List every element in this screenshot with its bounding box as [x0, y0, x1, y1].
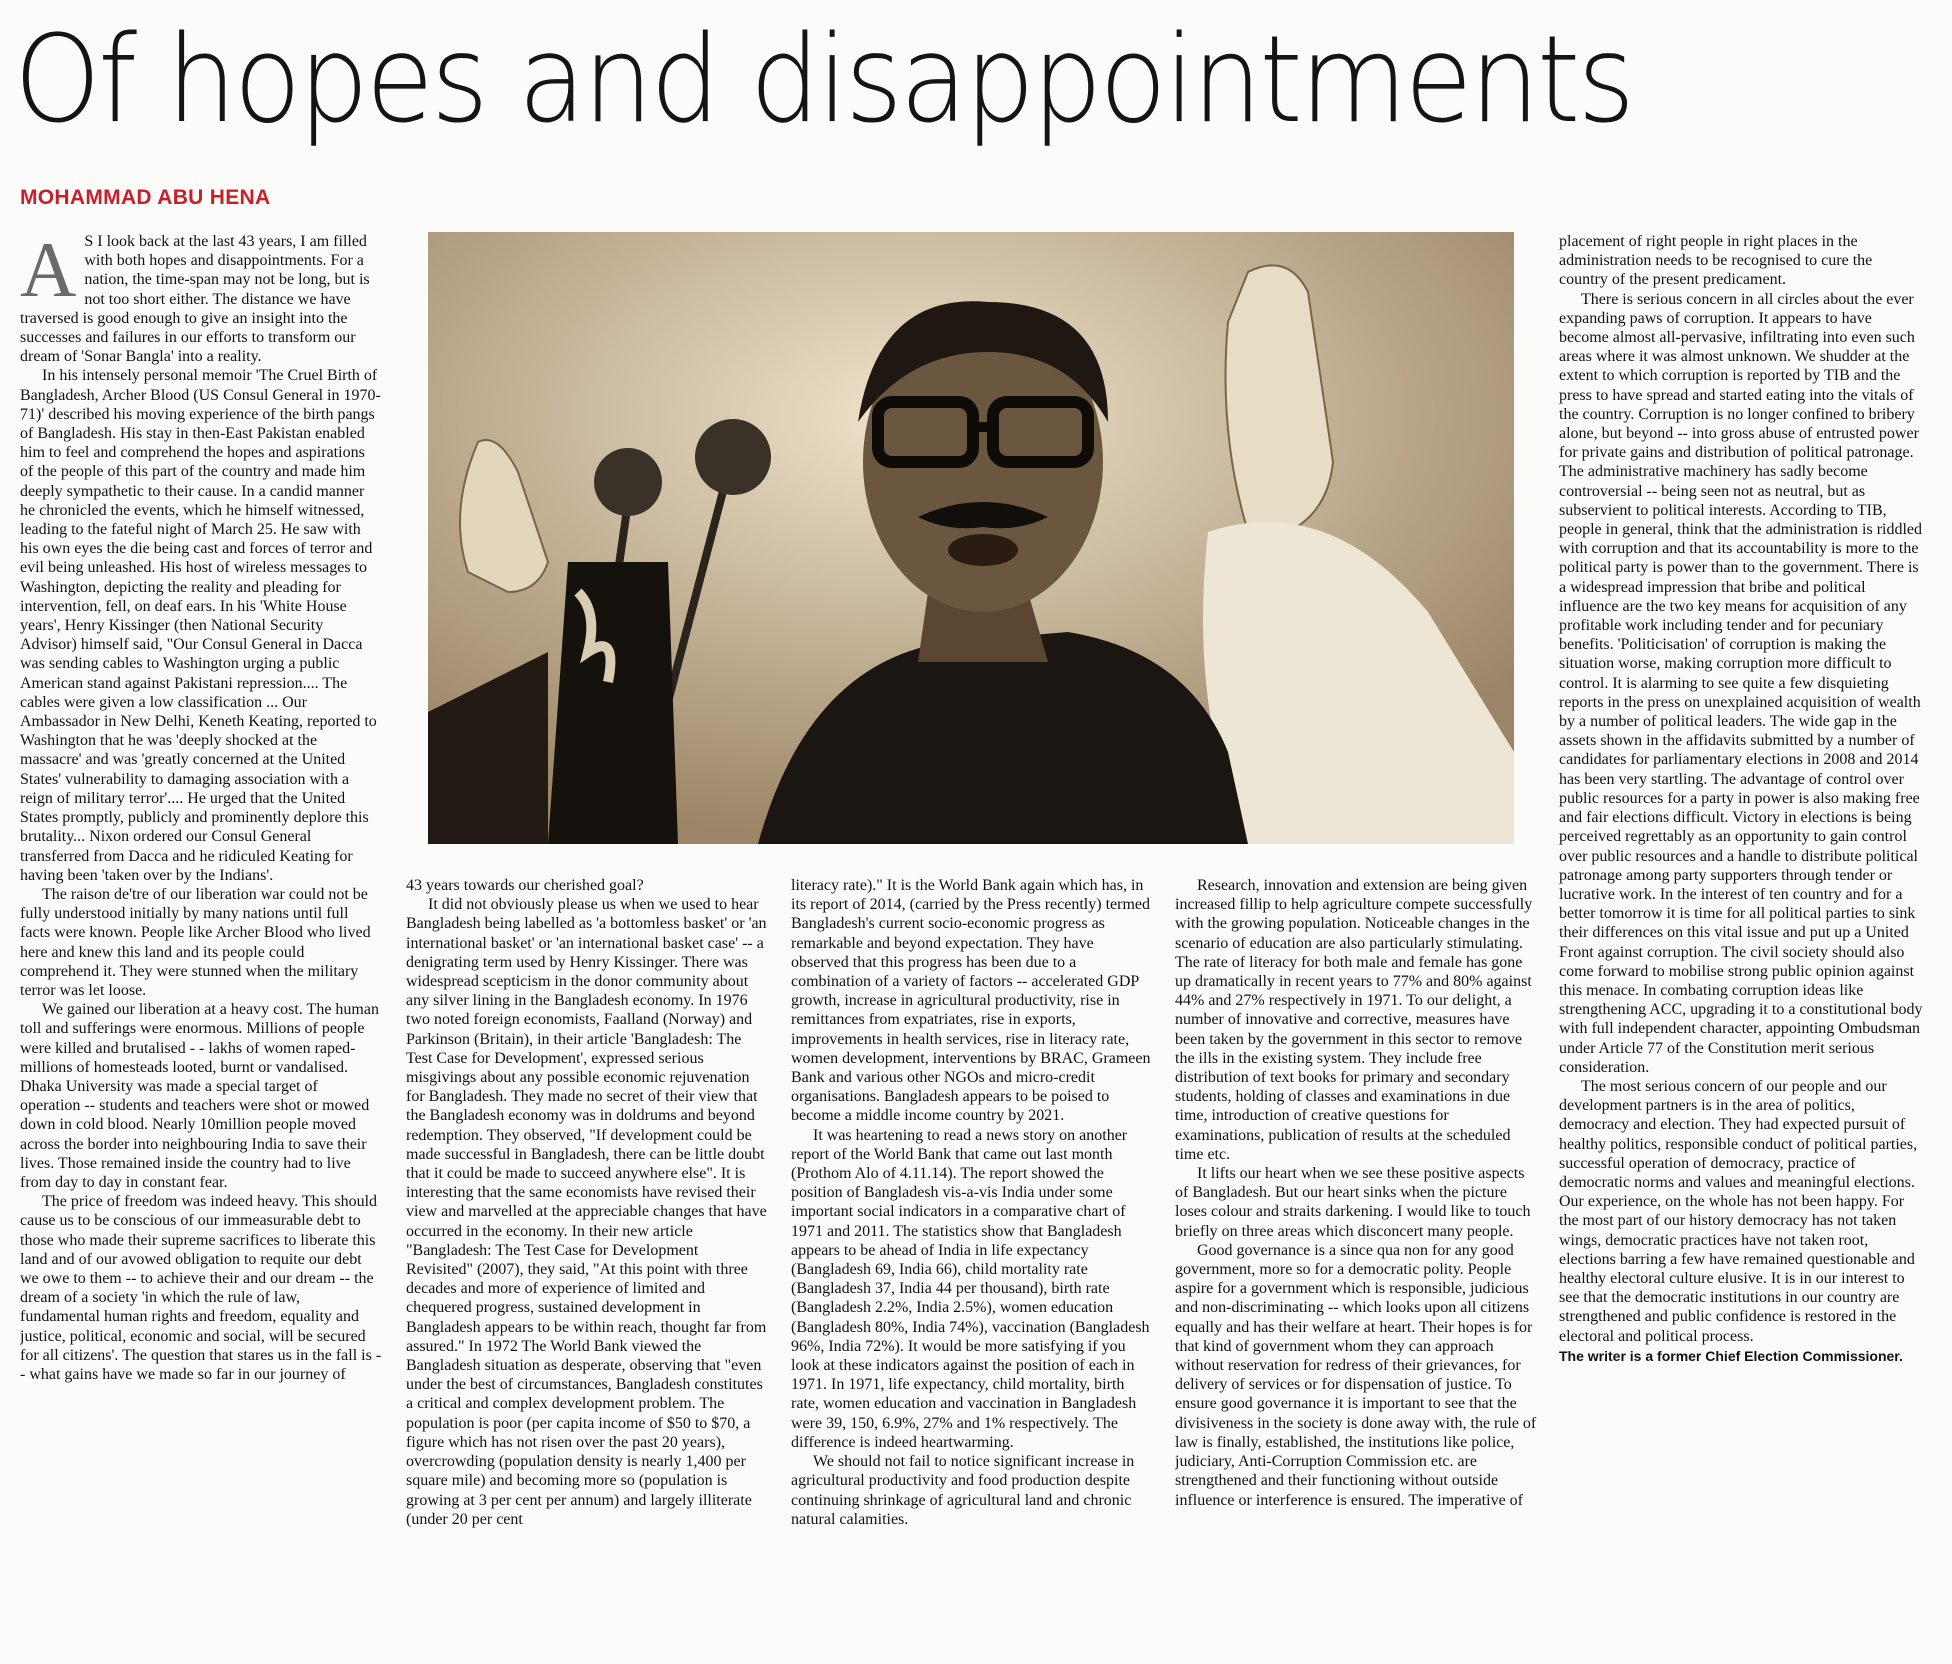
article-column-4 — [1175, 876, 1537, 1657]
paragraph: It lifts our heart when we see these positive aspects of Bangladesh. But our heart sinks when the picture loses colour and straits darkening. I would like to touch briefly on three areas which disconcert many people. — [1175, 1165, 1531, 1240]
paragraph: S I look back at the last 43 years, I am filled with both hopes and disappointments. For a nation, the time-span may not be long, but is not too short either. The distance we have traversed is good enough to give an insight into the successes and failures in our efforts to transform our dream of 'Sonar Bangla' into a reality. — [20, 233, 370, 366]
article-column-2 — [406, 876, 768, 1657]
paragraph: The most serious concern of our people and our development partners is in the area of politics, democracy and election. They had expected pursuit of healthy politics, responsible conduct of political parties, successful operation of democracy, practice of democratic norms and values and meaningful elections. Our experience, on the whole has not been happy. For the most part of our history democracy has not taken wings, democratic practices have not taken root, elections barring a few have remained questionable and healthy electoral culture elusive. It is in our interest to see that the democratic institutions in our country are strengthened and public confidence is restored in the electoral and political process. — [1559, 1077, 1918, 1345]
paragraph: Good governance is a since qua non for any good government, more so for a democratic polity. People aspire for a government which is responsible, judicious and non-discriminating -- which looks upon all citizens equally and has their welfare at heart. Their hopes is for that kind of government whom they can approach without reservation for redress of their grievances, for delivery of services or for dispensation of justice. To ensure good governance it is important to see that the divisiveness in the society is done away with, the rule of law is finally, established, the institutions like police, judiciary, Anti-Corruption Commission etc. are strengthened and their functioning without outside influence or interference is ensured. The imperative of — [1175, 1241, 1537, 1509]
article-column-3 — [791, 876, 1153, 1657]
paragraph: We should not fail to notice significant increase in agricultural productivity and food production despite continuing shrinkage of agricultural land and chronic natural calamities. — [791, 1453, 1135, 1528]
drop-cap: A — [20, 232, 77, 313]
paragraph: placement of right people in right places in the administration needs to be recognised to cure the country of the present predicament. — [1559, 233, 1873, 289]
paragraph: We gained our liberation at a heavy cost. The human toll and sufferings were enormous. Millions of people were killed and brutalised - - lakhs of women raped-millions of homesteads looted, burnt or vandalised. Dhaka University was made a special target of operation -- students and teachers were shot or mowed down in cold blood. Nearly 10million people moved across the border into neighbouring India to save their lives. Those remained inside the country had to live from day to day in constant fear. — [20, 1001, 379, 1191]
article-column-5 — [1559, 232, 1924, 1657]
paragraph: It did not obviously please us when we used to hear Bangladesh being labelled as 'a bottomless basket' or 'an international basket' or 'an international basket case' -- a denigrating term used by Henry Kissinger. There was widespread scepticism in the donor community about any silver lining in the Bangladesh economy. In 1976 two noted foreign economists, Faalland (Norway) and Parkinson (Britain), in their article 'Bangladesh: The Test Case for Development', expressed serious misgivings about any possible economic rejuvenation for Bangladesh. They made no secret of their view that the Bangladesh economy was in doldrums and beyond redemption. They observed, "If development could be made successful in Bangladesh, there can be little doubt that it could be made to succeed anywhere else". It is interesting that the same economists have revised their view and marvelled at the appreciable changes that have occurred in the economy. In their new article "Bangladesh: The Test Case for Development Revisited" (2007), they said, "At this point with three decades and more of experience of limited and chequered progress, sustained development in Bangladesh appears to be within reach, thought far from assured." In 1972 The World Bank viewed the Bangladesh situation as desperate, observing that "even under the best of circumstances, Bangladesh constitutes a critical and complex development problem. The population is poor (per capita income of $50 to $70, a figure which has not risen over the past 20 years), overcrowding (population density is nearly 1,400 per square mile) and becoming more so (population is growing at 3 per cent per annum) and largely illiterate (under 20 per cent — [406, 896, 767, 1528]
byline: MOHAMMAD ABU HENA — [20, 186, 271, 209]
paragraph: literacy rate)." It is the World Bank again which has, in its report of 2014, (carried by the Press recently) termed Bangladesh's current socio-economic progress as remarkable and beyond expectation. They have observed that this progress has been due to a combination of a variety of factors -- accelerated GDP growth, increase in agricultural productivity, rise in remittances from expatriates, rise in exports, improvements in health services, rise in literacy rate, women development, interventions by BRAC, Grameen Bank and various other NGOs and micro-credit organisations. Bangladesh appears to be poised to become a middle income country by 2021. — [791, 877, 1151, 1125]
paragraph: There is serious concern in all circles about the ever expanding paws of corruption. It appears to have become almost all-pervasive, infiltrating into even such areas where it was almost unknown. We shudder at the extent to which corruption is reported by TIB and the press to have spread and started eating into the vitals of the country. Corruption is no longer confined to bribery alone, but beyond -- into gross abuse of entrusted power for private gains and distribution of political patronage. The administrative machinery has sadly become controversial -- being seen not as neutral, but as subservient to political interests. According to TIB, people in general, think that the administration is riddled with corruption and that its accountability is more to the political party is power than to the government. There is a widespread impression that bribe and political influence are the two key means for acquisition of any profitable work including tender and for pecuniary benefits. 'Politicisation' of corruption is making the situation worse, making corruption more difficult to control. It is alarming to see quite a few disquieting reports in the press on unexplained acquisition of wealth by a number of political leaders. The wide gap in the assets shown in the affidavits submitted by a number of candidates for parliamentary elections in 2008 and 2014 has been very startling. The advantage of control over public resources for a party in power is also making free and fair elections difficult. Victory in elections is being perceived regrettably as an opportunity to gain control over public resources and a handle to distribute political patronage among party supporters through tender or lucrative work. In the interest of ten country and for a better tomorrow it is time for all political parties to sink their differences on this vital issue and put up a United Front against corruption. The civil society should also come forward to mobilise strong public opinion against this menace. In combating corruption ideas like strengthening ACC, upgrading it to a constitutional body with full independent character, appointing Ombudsman under Article 77 of the Constitution merit serious consideration. — [1559, 290, 1923, 1076]
article-photo — [428, 232, 1514, 844]
paragraph: Research, innovation and extension are being given increased fillip to help agriculture compete successfully with the growing population. Noticeable changes in the scenario of education are also particularly stimulating. The rate of literacy for both male and female has gone up dramatically in recent years to 77% and 80% against 44% and 27% respectively in 1971. To our delight, a number of innovative and corrective, measures have been taken by the government in this sector to remove the ills in the existing system. They include free distribution of text books for primary and secondary students, holding of classes and examinations in due time, introduction of creative questions for examinations, publication of results at the scheduled time etc. — [1175, 877, 1533, 1163]
paragraph: The price of freedom was indeed heavy. This should cause us to be conscious of our immeasurable debt to those who made their supreme sacrifices to liberate this land and of our avowed obligation to requite our debt we owe to them -- to achieve their and our dream -- the dream of a society 'in which the rule of law, fundamental human rights and freedom, equality and justice, political, economic and social, will be secured for all citizens'. The question that stares us in the fall is -- what gains have we made so far in our journey of — [20, 1193, 382, 1383]
speaker-photo-illustration — [428, 232, 1514, 844]
paragraph: 43 years towards our cherished goal? — [406, 877, 644, 894]
paragraph: In his intensely personal memoir 'The Cruel Birth of Bangladesh, Archer Blood (US Consul General in 1970-71)' described his moving experience of the birth pangs of Bangladesh. His stay in then-East Pakistan enabled him to feel and comprehend the hopes and aspirations of the people of this part of the country and made him deeply sympathetic to their cause. In a candid manner he chronicled the events, which he himself witnessed, leading to the fateful night of March 25. He saw with his own eyes the die being cast and forces of terror and evil being unleashed. His host of wireless messages to Washington, depicting the reality and pleading for intervention, fell, on deaf ears. In his 'White House years', Henry Kissinger (then National Security Advisor) himself said, "Our Consul General in Dacca was sending cables to Washington urging a public American stand against Pakistani repression.... The cables were given a low classification ... Our Ambassador in New Delhi, Keneth Keating, reported to Washington that he was 'deeply shocked at the massacre' and was 'greatly concerned at the United States' vulnerability to damaging association with a reign of military terror'.... He urged that the United States promptly, publicly and prominently deplore this brutality... Nixon ordered our Consul General transferred from Dacca and he ridiculed Keating for having been 'taken over by the Indians'. — [20, 367, 381, 884]
author-credit: The writer is a former Chief Election Commissioner. — [1559, 1347, 1903, 1364]
article-column-1 — [20, 232, 382, 1657]
paragraph: It was heartening to read a news story on another report of the World Bank that came out last month (Prothom Alo of 4.11.14). The report showed the position of Bangladesh vis-a-vis India under some important social indicators in a comparative chart of 1971 and 2011. The statistics show that Bangladesh appears to be ahead of India in life expectancy (Bangladesh 69, India 66), child mortality rate (Bangladesh 37, India 44 per thousand), birth rate (Bangladesh 2.2%, India 2.5%), women education (Bangladesh 80%, India 74%), vaccination (Bangladesh 96%, India 72%). It would be more satisfying if you look at these indicators against the position of each in 1971. In 1971, life expectancy, child mortality, birth rate, women education and vaccination in Bangladesh were 39, 150, 6.9%, 27% and 1% respectively. The difference is indeed heartwarming. — [791, 1126, 1150, 1451]
headline: Of hopes and disappointments — [14, 11, 1633, 150]
paragraph: The raison de'tre of our liberation war could not be fully understood initially by many nations until full facts were known. People like Archer Blood who lived here and knew this land and its people could comprehend it. They were stunned when the military terror was let loose. — [20, 885, 371, 999]
